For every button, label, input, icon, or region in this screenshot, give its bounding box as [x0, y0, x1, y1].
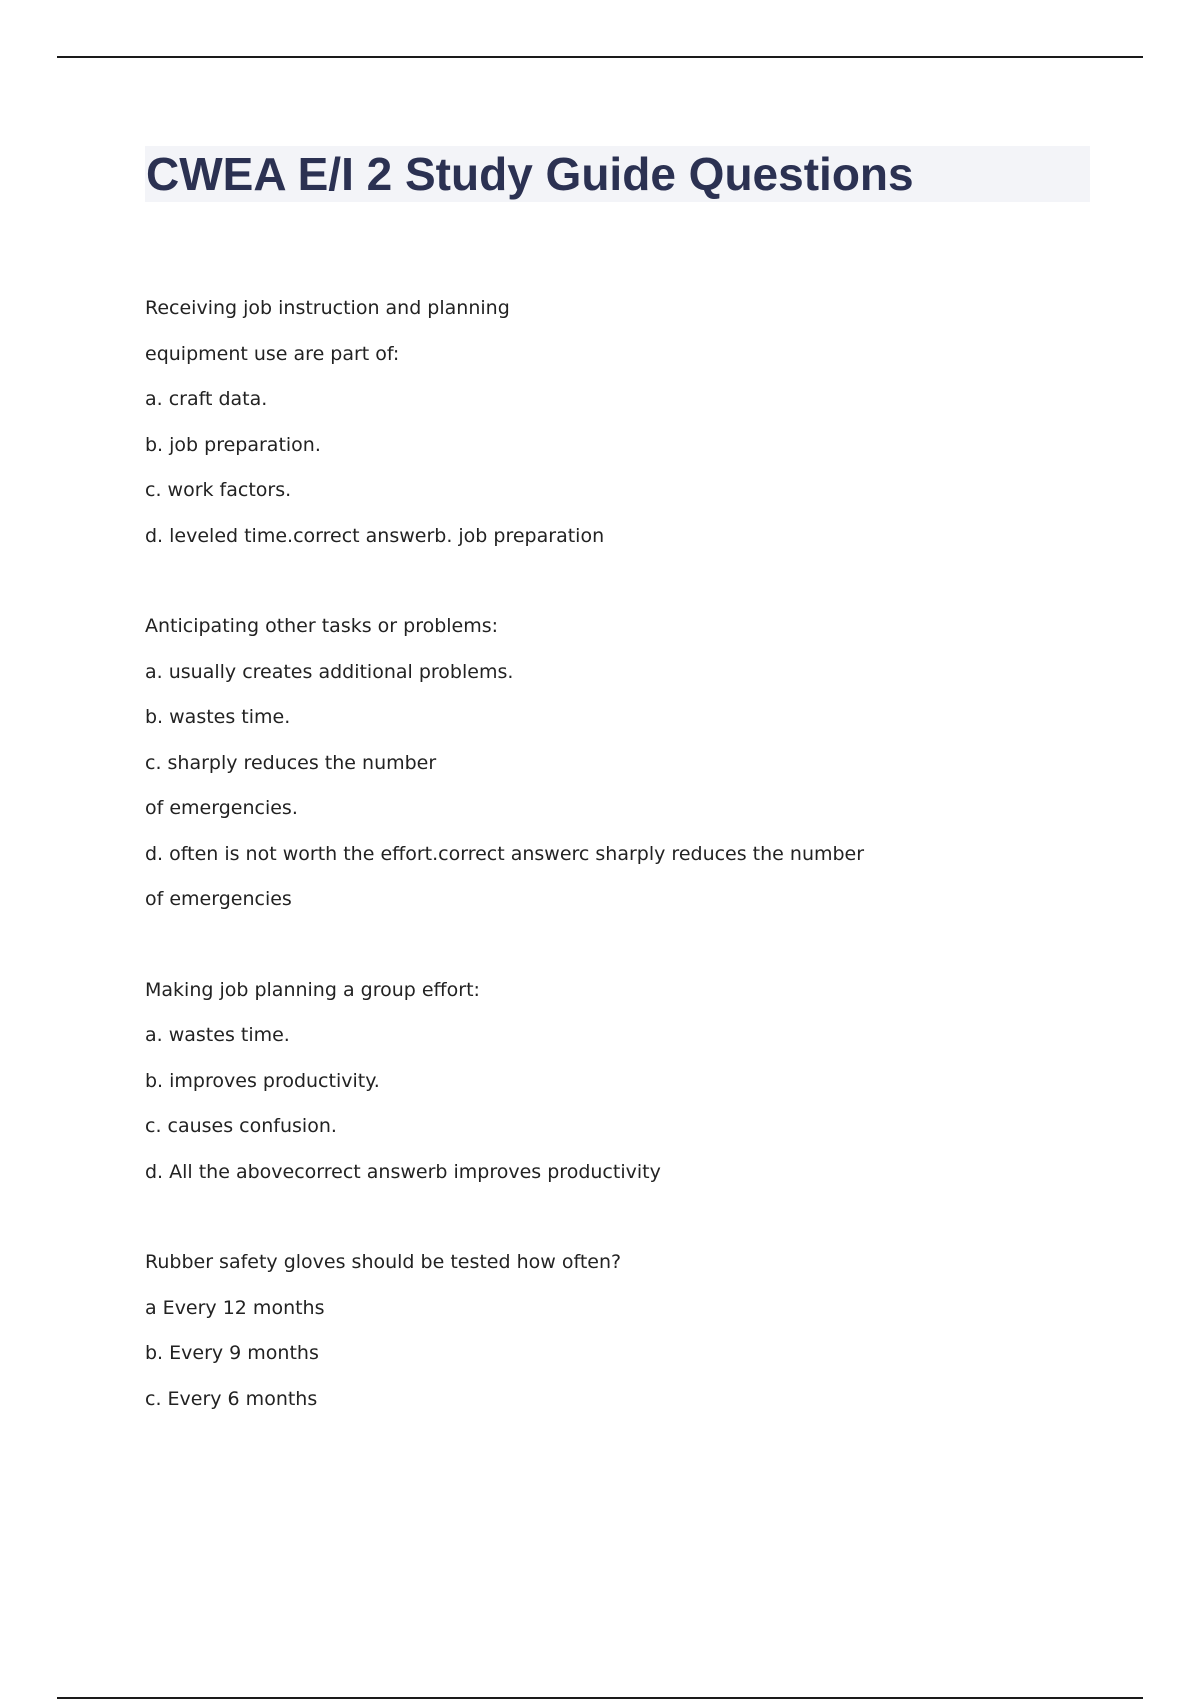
answer-option: of emergencies. [145, 797, 298, 819]
document-title: CWEA E/I 2 Study Guide Questions [146, 148, 914, 200]
answer-option: c. causes confusion. [145, 1115, 337, 1137]
question-text: equipment use are part of: [145, 342, 400, 365]
answer-option: a Every 12 months [145, 1296, 325, 1319]
answer-option: b. improves productivity. [145, 1069, 380, 1092]
question-block [145, 968, 1105, 1196]
question-block [145, 604, 1105, 923]
answer-option-with-correct-answer: d. often is not worth the effort.correct answerc sharply reduces the number [145, 842, 865, 865]
answer-option: c. Every 6 months [145, 1387, 318, 1410]
question-block [145, 1240, 1105, 1422]
answer-option: a. usually creates additional problems. [145, 660, 514, 683]
questions-list [145, 286, 1105, 1467]
answer-option: b. Every 9 months [145, 1342, 319, 1364]
answer-option: c. work factors. [145, 479, 292, 501]
answer-option: c. sharply reduces the number [145, 751, 437, 774]
question-block [145, 286, 1105, 559]
answer-option: a. wastes time. [145, 1024, 290, 1046]
correct-answer-continuation: of emergencies [145, 888, 292, 910]
answer-option: b. wastes time. [145, 706, 291, 728]
bottom-divider [57, 1697, 1143, 1699]
question-text: Receiving job instruction and planning [145, 297, 510, 319]
answer-option: a. craft data. [145, 388, 268, 410]
question-text: Rubber safety gloves should be tested how often? [145, 1251, 622, 1273]
answer-option: b. job preparation. [145, 433, 321, 456]
top-divider [57, 56, 1143, 58]
question-text: Anticipating other tasks or problems: [145, 615, 499, 637]
question-text: Making job planning a group effort: [145, 978, 480, 1001]
answer-option-with-correct-answer: d. All the abovecorrect answerb improves productivity [145, 1160, 661, 1183]
answer-option-with-correct-answer: d. leveled time.correct answerb. job preparation [145, 524, 605, 547]
